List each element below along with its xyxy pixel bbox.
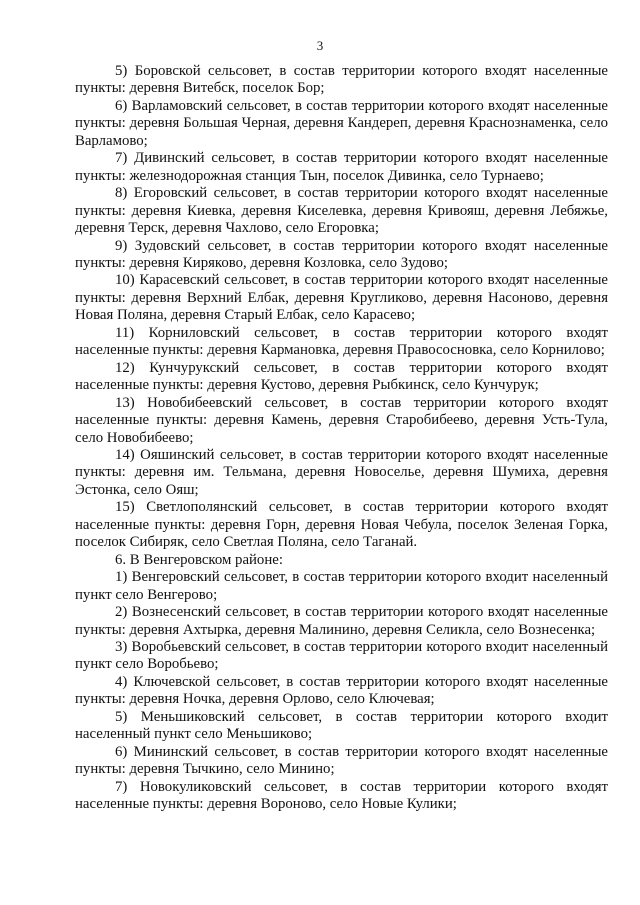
list-item-paragraph: 12) Кунчурукский сельсовет, в состав территории которого входят населенные пункты: деревня Кустово, деревня Рыбкинск, село Кунчурук; <box>75 359 608 394</box>
document-body <box>75 63 608 813</box>
list-item-paragraph: 7) Новокуликовский сельсовет, в состав территории которого входят населенные пункты: деревня Вороново, село Новые Кулики; <box>75 778 608 813</box>
list-item-paragraph: 7) Дивинский сельсовет, в состав территории которого входят населенные пункты: железнодорожная станция Тын, поселок Дивинка, село Турнаево; <box>75 150 608 184</box>
list-item-paragraph: 14) Ояшинский сельсовет, в состав территории которого входят населенные пункты: деревня им. Тельмана, деревня Новоселье, деревня Шумиха, деревня Эстонка, село Ояш; <box>75 446 608 498</box>
list-item-paragraph: 15) Светлополянский сельсовет, в состав территории которого входят населенные пункты: деревня Горн, деревня Новая Чебула, поселок Зеленая Горка, поселок Сибиряк, село Светлая Поляна, село Таганай. <box>75 499 608 551</box>
list-item-paragraph: 10) Карасевский сельсовет, в состав территории которого входят населенные пункты: деревня Верхний Елбак, деревня Кругликово, деревня Насоново, деревня Новая Поляна, деревня Старый Елбак, село Карасево; <box>75 272 608 324</box>
list-item-paragraph: 1) Венгеровский сельсовет, в состав территории которого входит населенный пункт село Венгерово; <box>75 569 608 603</box>
section-heading: 6. В Венгеровском районе: <box>115 551 283 568</box>
list-item-paragraph: 5) Меньшиковский сельсовет, в состав территории которого входит населенный пункт село Меньшиково; <box>75 708 608 743</box>
list-item-paragraph: 9) Зудовский сельсовет, в состав территории которого входят населенные пункты: деревня Киряково, деревня Козловка, село Зудово; <box>75 237 608 271</box>
list-item-paragraph: 13) Новобибеевский сельсовет, в состав территории которого входят населенные пункты: деревня Камень, деревня Старобибеево, деревня Усть-Тула, село Новобибеево; <box>75 394 608 446</box>
page-number: 3 <box>316 38 324 53</box>
list-item-paragraph: 5) Боровской сельсовет, в состав территории которого входят населенные пункты: деревня Витебск, поселок Бор; <box>75 63 608 97</box>
list-item-paragraph: 11) Корниловский сельсовет, в состав территории которого входят населенные пункты: деревня Кармановка, деревня Правососновка, село Корнилово; <box>75 324 608 359</box>
list-item-paragraph: 4) Ключевской сельсовет, в состав территории которого входят населенные пункты: деревня Ночка, деревня Орлово, село Ключевая; <box>75 673 608 708</box>
list-item-paragraph: 6) Мининский сельсовет, в состав территории которого входят населенные пункты: деревня Тычкино, село Минино; <box>75 743 608 778</box>
list-item-paragraph: 3) Воробьевский сельсовет, в состав территории которого входит населенный пункт село Воробьево; <box>75 638 608 673</box>
list-item-paragraph: 6) Варламовский сельсовет, в состав территории которого входят населенные пункты: деревня Большая Черная, деревня Кандереп, деревня Краснознаменка, село Варламово; <box>75 97 608 149</box>
list-item-paragraph: 8) Егоровский сельсовет, в состав территории которого входят населенные пункты: деревня Киевка, деревня Киселевка, деревня Кривояш, деревня Лебяжье, деревня Терск, деревня Чахлово, село Егоровка; <box>75 185 608 237</box>
list-item-paragraph: 2) Вознесенский сельсовет, в состав территории которого входят населенные пункты: деревня Ахтырка, деревня Малинино, деревня Селикла, село Вознесенка; <box>75 604 608 638</box>
